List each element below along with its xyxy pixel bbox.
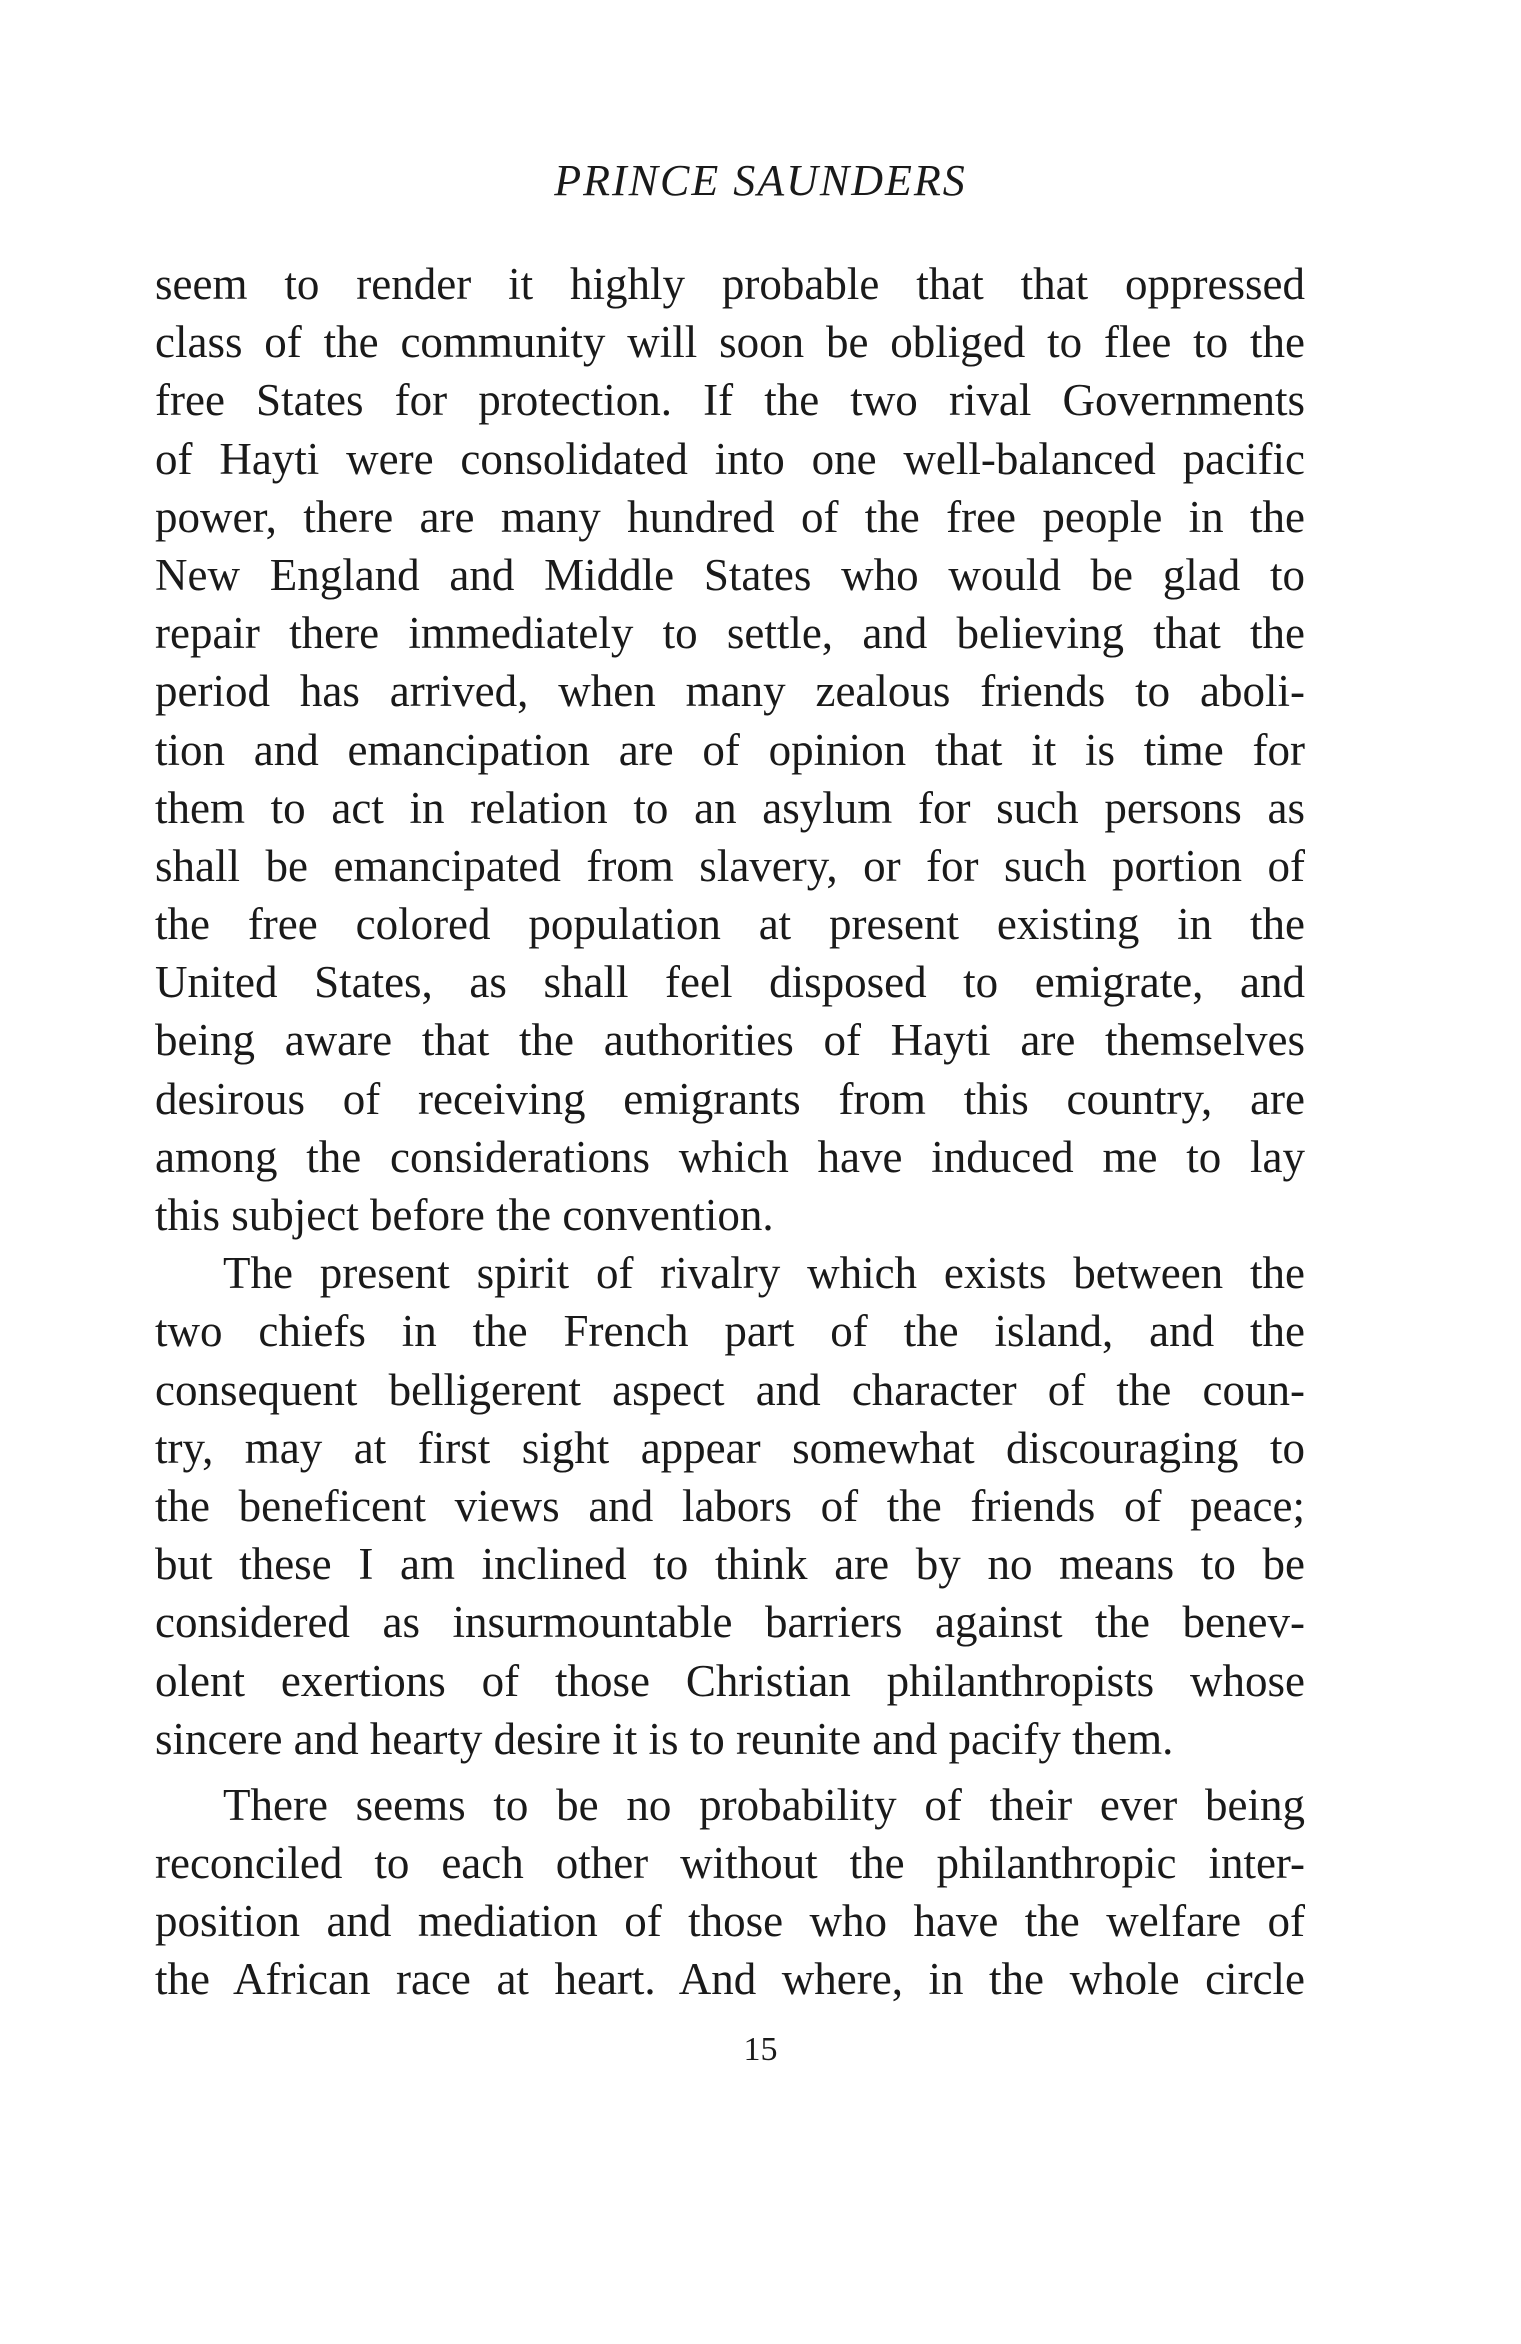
running-head-title: PRINCE SAUNDERS xyxy=(554,156,967,205)
text-line: position and mediation of those who have the welfare of xyxy=(155,1896,1305,1947)
paragraph-2 xyxy=(155,1244,1305,1768)
page-number: 15 xyxy=(743,2031,778,2068)
text-line: free States for protection. If the two rival Governments xyxy=(155,375,1305,426)
text-line: New England and Middle States who would be glad to xyxy=(155,549,1305,600)
paragraph-1 xyxy=(155,255,1305,1244)
text-line: The present spirit of rivalry which exists between the xyxy=(223,1248,1305,1299)
text-line: tion and emancipation are of opinion that it is time for xyxy=(155,724,1305,775)
text-line: try, may at first sight appear somewhat discouraging to xyxy=(155,1422,1305,1473)
text-line: There seems to be no probability of their ever being xyxy=(223,1779,1305,1830)
text-line: the African race at heart. And where, in the whole circle xyxy=(155,1954,1305,2005)
text-line: this subject before the convention. xyxy=(155,1190,774,1240)
text-line: of Hayti were consolidated into one well-balanced pacific xyxy=(155,433,1305,484)
text-line: olent exertions of those Christian philanthropists whose xyxy=(155,1655,1305,1706)
text-line: reconciled to each other without the philanthropic inter- xyxy=(155,1838,1305,1889)
text-line: them to act in relation to an asylum for such persons as xyxy=(155,782,1305,833)
text-line: desirous of receiving emigrants from this country, are xyxy=(155,1073,1305,1124)
text-line: two chiefs in the French part of the island, and the xyxy=(155,1306,1305,1357)
text-line: being aware that the authorities of Hayti are themselves xyxy=(155,1015,1305,1066)
text-line: the beneficent views and labors of the friends of peace; xyxy=(155,1480,1305,1531)
text-line: seem to render it highly probable that that oppressed xyxy=(155,259,1305,309)
text-line: but these I am inclined to think are by no means to be xyxy=(155,1539,1305,1590)
text-line: considered as insurmountable barriers against the benev- xyxy=(155,1597,1305,1648)
text-line: among the considerations which have induced me to lay xyxy=(155,1131,1305,1182)
paragraph-3 xyxy=(155,1776,1305,2009)
text-line: period has arrived, when many zealous friends to aboli- xyxy=(155,666,1305,717)
text-line: the free colored population at present existing in the xyxy=(155,899,1305,950)
text-line: United States, as shall feel disposed to emigrate, and xyxy=(155,957,1305,1008)
text-line: power, there are many hundred of the free people in the xyxy=(155,491,1305,542)
text-line: repair there immediately to settle, and believing that the xyxy=(155,608,1305,659)
paragraph-spacer xyxy=(155,1768,1305,1776)
body-text xyxy=(155,255,1305,2009)
text-line: class of the community will soon be obliged to flee to the xyxy=(155,317,1305,368)
text-line: sincere and hearty desire it is to reunite and pacify them. xyxy=(155,1713,1174,1764)
text-line: consequent belligerent aspect and character of the coun- xyxy=(155,1364,1305,1415)
text-line: shall be emancipated from slavery, or for such portion of xyxy=(155,840,1305,891)
